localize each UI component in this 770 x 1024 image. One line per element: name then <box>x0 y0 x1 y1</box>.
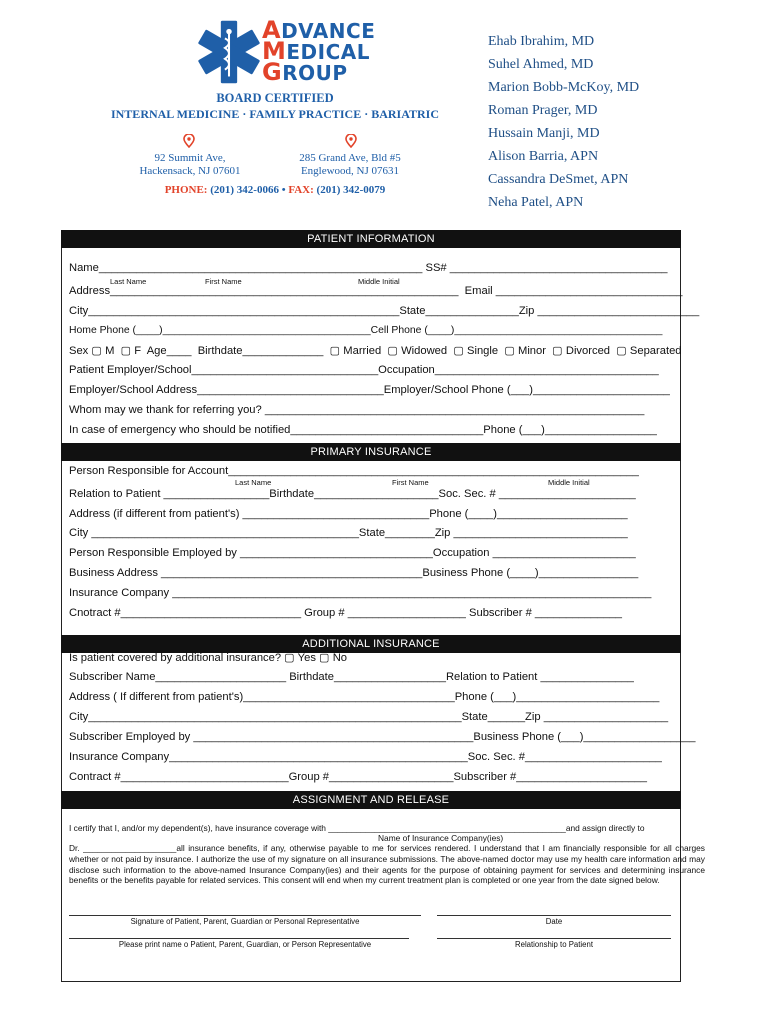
patient-sex-age-birthdate-status-field[interactable]: Sex ▢ M ▢ F Age____ Birthdate_____________ ▢ Married ▢ Widowed ▢ Single ▢ Minor ▢ Divorced ▢ Separated <box>69 345 682 357</box>
provider-name: Roman Prager, MD <box>488 103 598 118</box>
logo-wordmark-advance: ADVANCE <box>262 16 376 44</box>
provider-name: Alison Barria, APN <box>488 149 599 164</box>
responsible-person-field[interactable]: Person Responsible for Account__________________________________________________________________ <box>69 465 639 477</box>
relationship-line[interactable] <box>437 938 671 939</box>
relation-birthdate-ssn-field[interactable]: Relation to Patient _________________Birthdate____________________Soc. Sec. # ______________________ <box>69 488 636 500</box>
subscriber-employer-phone-field[interactable]: Subscriber Employed by _____________________________________________Business Phone (___)__________________ <box>69 731 696 743</box>
contract-group-subscriber-field[interactable]: Cnotract #_____________________________ Group # ___________________ Subscriber # ______________ <box>69 607 623 619</box>
additional-contract-group-subscriber-field[interactable]: Contract #___________________________Group #____________________Subscriber #_____________________ <box>69 771 647 783</box>
board-certified-heading <box>110 90 440 122</box>
phone-fax-line <box>110 184 440 196</box>
patient-home-cell-phone-field[interactable]: Home Phone (____)____________________________________Cell Phone (____)____________________________________ <box>69 325 663 336</box>
sublabel-first-name: First Name <box>205 277 242 286</box>
emergency-contact-field[interactable]: In case of emergency who should be notified_______________________________Phone (___)__________________ <box>69 424 657 436</box>
patient-employer-occupation-field[interactable]: Patient Employer/School______________________________Occupation____________________________________ <box>69 364 659 376</box>
board-certified-text: BOARD CERTIFIED <box>216 91 334 105</box>
provider-name: Marion Bobb-McKoy, MD <box>488 80 640 95</box>
specialties-text: INTERNAL MEDICINE · FAMILY PRACTICE · BARIATRIC <box>110 107 440 121</box>
subscriber-address-phone-field[interactable]: Address ( If different from patient's)__________________________________Phone (___)_______________________ <box>69 691 660 703</box>
fax-label: FAX: <box>288 184 314 196</box>
patient-name-ss-field[interactable]: Name____________________________________________________ SS# ___________________________________ <box>69 262 668 274</box>
date-label: Date <box>545 917 563 926</box>
assignment-release-paragraph[interactable]: Dr. ____________________all insurance benefits, if any, otherwise payable to me for services rendered. I understand that I am financially responsible for all charges whether or not paid by insurance. I authorize the use of my signature on all insurance submissions. The above-named doctor may use my health care information and may disclose such information to the above-named Insurance Company(ies) and their agents for the purpose of obtaining payment for services and determining insurance benefits or the benefits payable for related services. This consent will end when my current treatment plan is completed or one year from the date signed below. <box>69 843 705 886</box>
primary-insurance-company-field[interactable]: Insurance Company _____________________________________________________________________________ <box>69 587 652 599</box>
additional-coverage-question[interactable]: Is patient covered by additional insurance? ▢ Yes ▢ No <box>69 652 347 664</box>
signature-label: Signature of Patient, Parent, Guardian or Personal Representative <box>130 917 360 926</box>
phone-label: PHONE: <box>164 184 208 196</box>
sublabel-last-name: Last Name <box>235 478 272 487</box>
location-pin-icon <box>345 134 357 148</box>
referral-source-field[interactable]: Whom may we thank for referring you? _____________________________________________________________ <box>69 404 645 416</box>
address-line: Hackensack, NJ 07601 <box>139 165 241 177</box>
provider-list <box>488 32 639 216</box>
certification-statement[interactable]: I certify that I, and/or my dependent(s), have insurance coverage with ___________________________________________________and assign directly to <box>69 823 645 833</box>
phone-number: (201) 342-0066 <box>210 184 279 196</box>
employer-address-phone-field[interactable]: Employer/School Address______________________________Employer/School Phone (___)______________________ <box>69 384 670 396</box>
address-line: Englewood, NJ 07631 <box>300 165 400 177</box>
office-address-englewood <box>270 152 430 178</box>
address-line: 92 Summit Ave, <box>154 152 226 164</box>
printed-name-line[interactable] <box>69 938 409 939</box>
business-address-phone-field[interactable]: Business Address __________________________________________Business Phone (____)________________ <box>69 567 639 579</box>
subscriber-name-birthdate-relation-field[interactable]: Subscriber Name_____________________ Birthdate__________________Relation to Patient _______________ <box>69 671 634 683</box>
responsible-city-state-zip-field[interactable]: City ___________________________________________State________Zip ____________________________ <box>69 527 628 539</box>
section-header-primary-insurance: PRIMARY INSURANCE <box>61 443 681 461</box>
section-header-additional-insurance: ADDITIONAL INSURANCE <box>61 635 681 653</box>
address-line: 285 Grand Ave, Bld #5 <box>299 152 401 164</box>
responsible-address-phone-field[interactable]: Address (if different from patient's) ______________________________Phone (____)_____________________ <box>69 508 628 520</box>
section-header-patient-information: PATIENT INFORMATION <box>61 230 681 248</box>
signature-line[interactable] <box>69 915 421 916</box>
separator-bullet: • <box>281 184 286 196</box>
location-pin-icon <box>183 134 195 148</box>
printed-name-label: Please print name o Patient, Parent, Guardian, or Person Representative <box>118 940 372 949</box>
relationship-label: Relationship to Patient <box>514 940 594 949</box>
provider-name: Cassandra DeSmet, APN <box>488 172 629 187</box>
sublabel-middle-initial: Middle Initial <box>548 478 590 487</box>
date-line[interactable] <box>437 915 671 916</box>
sublabel-middle-initial: Middle Initial <box>358 277 400 286</box>
section-header-assignment-release: ASSIGNMENT AND RELEASE <box>61 791 681 809</box>
responsible-employer-occupation-field[interactable]: Person Responsible Employed by _______________________________Occupation _______________________ <box>69 547 636 559</box>
sublabel-insurance-company: Name of Insurance Company(ies) <box>378 833 504 843</box>
sublabel-first-name: First Name <box>392 478 429 487</box>
additional-insurance-company-ssn-field[interactable]: Insurance Company________________________________________________Soc. Sec. #______________________ <box>69 751 662 763</box>
subscriber-city-state-zip-field[interactable]: City____________________________________________________________State______Zip ____________________ <box>69 711 669 723</box>
fax-number: (201) 342-0079 <box>316 184 386 196</box>
sublabel-last-name: Last Name <box>110 277 147 286</box>
logo-wordmark-group: GROUP <box>262 58 348 86</box>
provider-name: Suhel Ahmed, MD <box>488 57 594 72</box>
logo-wordmark-medical: MEDICAL <box>262 37 370 65</box>
provider-name: Hussain Manji, MD <box>488 126 600 141</box>
patient-address-email-field[interactable]: Address________________________________________________________ Email ______________________________ <box>69 285 683 297</box>
provider-name: Neha Patel, APN <box>488 195 584 210</box>
provider-name: Ehab Ibrahim, MD <box>488 34 595 49</box>
patient-city-state-zip-field[interactable]: City__________________________________________________State_______________Zip __________________________ <box>69 305 700 317</box>
star-of-life-logo-icon <box>195 18 263 86</box>
office-address-hackensack <box>110 152 270 178</box>
